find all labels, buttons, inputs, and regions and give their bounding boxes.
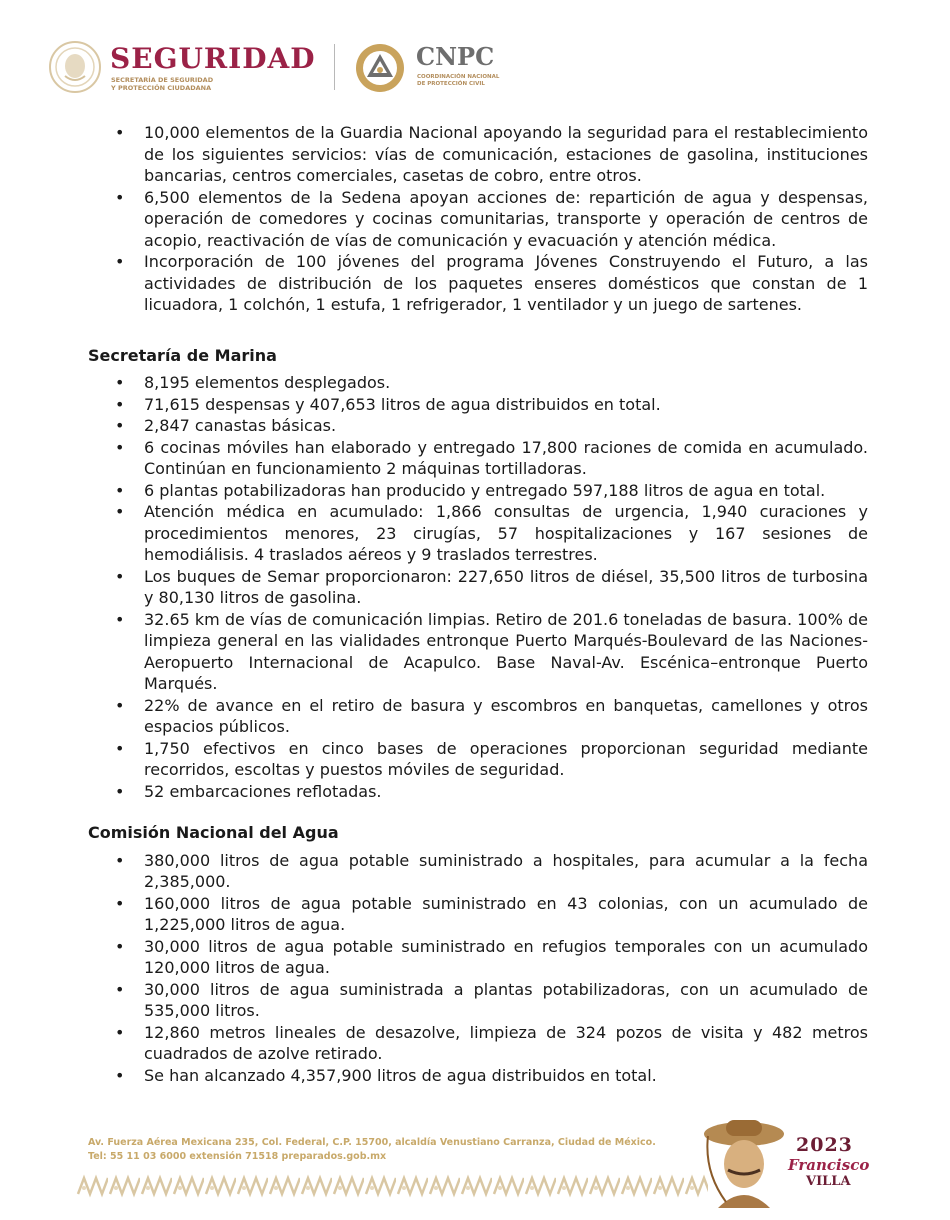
marina-bullet-list: [88, 372, 868, 802]
cnpc-subtitle: COORDINACIÓN NACIONAL DE PROTECCIÓN CIVIL: [417, 74, 500, 87]
document-body: [88, 122, 868, 1086]
bullet-icon: •: [115, 850, 125, 870]
footer-contact: Tel: 55 11 03 6000 extensión 71518 preparados.gob.mx: [88, 1151, 387, 1162]
bullet-icon: •: [115, 936, 125, 956]
list-item: • 10,000 elementos de la Guardia Nacional apoyando la seguridad para el restablecimiento de los siguientes servicios: vías de comunicación, estaciones de gasolina, instituciones bancarias, centros comerciales, casetas de cobro, entre otros.: [115, 123, 868, 185]
bullet-icon: •: [115, 609, 125, 629]
bullet-icon: •: [115, 123, 125, 142]
bullet-icon: •: [115, 416, 125, 435]
seguridad-subtitle: SECRETARÍA DE SEGURIDAD Y PROTECCIÓN CIUDADANA: [111, 76, 214, 92]
section-title-marina: Secretaría de Marina: [88, 345, 277, 365]
list-item: • 30,000 litros de agua suministrada a plantas potabilizadoras, con un acumulado de 535,000 litros.: [115, 979, 868, 1020]
cnpc-logo-icon: [354, 42, 406, 94]
seguridad-title: SEGURIDAD: [110, 42, 316, 75]
list-item: • 160,000 litros de agua potable suministrado en 43 colonias, con un acumulado de 1,225,000 litros de agua.: [115, 893, 868, 934]
list-item: • Se han alcanzado 4,357,900 litros de agua distribuidos en total.: [115, 1065, 657, 1085]
bullet-icon: •: [115, 1065, 125, 1085]
bullet-icon: •: [115, 187, 125, 207]
bullet-icon: •: [115, 566, 125, 586]
bullet-icon: •: [115, 394, 125, 414]
list-item: • 22% de avance en el retiro de basura y escombros en banquetas, camellones y otros espacios públicos.: [115, 695, 868, 736]
bullet-icon: •: [115, 738, 125, 758]
list-item: • 2,847 canastas básicas.: [115, 416, 337, 435]
list-item: • 6 plantas potabilizadoras han producido y entregado 597,188 litros de agua en total.: [115, 480, 826, 500]
section-title-conagua: Comisión Nacional del Agua: [88, 823, 339, 842]
list-item: • 1,750 efectivos en cinco bases de operaciones proporcionan seguridad mediante recorridos, escoltas y puestos móviles de seguridad.: [115, 738, 868, 779]
list-item: • 32.65 km de vías de comunicación limpias. Retiro de 201.6 toneladas de basura. 100% de limpieza general en las vialidades entronque Puerto Marqués-Boulevard de las Naciones-Aeropuerto Internacional de Acapulco. Base Naval-Av. Escénica–entronque Puerto Marqués.: [115, 609, 868, 693]
bullet-icon: •: [115, 781, 125, 801]
bullet-icon: •: [115, 437, 125, 457]
page-header: [48, 38, 568, 98]
list-item: • 8,195 elementos desplegados.: [115, 373, 391, 392]
bullet-icon: •: [115, 373, 125, 392]
bullet-icon: •: [115, 893, 125, 913]
decorative-border-pattern-icon: [76, 1174, 708, 1198]
bullet-icon: •: [115, 502, 125, 521]
bullet-icon: •: [115, 480, 125, 500]
list-item: • Atención médica en acumulado: 1,866 consultas de urgencia, 1,940 curaciones y procedimientos menores, 23 cirugías, 57 hospitalizaciones y 167 sesiones de hemodiálisis. 4 traslados aéreos y 9 traslados terrestres.: [115, 502, 868, 564]
list-item: • 6 cocinas móviles han elaborado y entregado 17,800 raciones de comida en acumulado. Continúan en funcionamiento 2 máquinas tortilladoras.: [115, 437, 868, 478]
list-item: • Los buques de Semar proporcionaron: 227,650 litros de diésel, 35,500 litros de turbosina y 80,130 litros de gasolina.: [115, 566, 868, 607]
bullet-icon: •: [115, 252, 125, 271]
conagua-bullet-list: [88, 850, 868, 1087]
header-divider: [334, 44, 335, 90]
bullet-icon: •: [115, 979, 125, 999]
year-name-francisco: Francisco: [788, 1156, 870, 1174]
bullet-icon: •: [115, 1022, 125, 1042]
footer-address: Av. Fuerza Aérea Mexicana 235, Col. Federal, C.P. 15700, alcaldía Venustiano Carranza, Ciudad de México.: [88, 1137, 656, 1148]
list-item: • 71,615 despensas y 407,653 litros de agua distribuidos en total.: [115, 394, 661, 414]
intro-bullet-list: [88, 122, 868, 316]
list-item: • 12,860 metros lineales de desazolve, limpieza de 324 pozos de visita y 482 metros cuadrados de azolve retirado.: [115, 1022, 868, 1063]
national-seal-icon: [48, 40, 102, 94]
cnpc-title: CNPC: [416, 42, 495, 71]
year-2023: 2023: [796, 1134, 853, 1156]
list-item: • 52 embarcaciones reflotadas.: [115, 781, 382, 801]
footer-address-block: [88, 1136, 708, 1164]
list-item: • 380,000 litros de agua potable suministrado a hospitales, para acumular a la fecha 2,385,000.: [115, 850, 868, 891]
list-item: • 30,000 litros de agua potable suministrado en refugios temporales con un acumulado 120,000 litros de agua.: [115, 936, 868, 977]
bullet-icon: •: [115, 695, 125, 715]
year-name-villa: VILLA: [806, 1174, 851, 1189]
list-item: • 6,500 elementos de la Sedena apoyan acciones de: repartición de agua y despensas, operación de comedores y cocinas comunitarias, transporte y operación de centros de acopio, reactivación de vías de comunicación y evacuación y atención médica.: [115, 187, 868, 250]
list-item: • Incorporación de 100 jóvenes del programa Jóvenes Construyendo el Futuro, a las actividades de distribución de los paquetes enseres domésticos que constan de 1 licuadora, 1 colchón, 1 estufa, 1 refrigerador, 1 ventilador y un juego de sartenes.: [115, 252, 868, 314]
